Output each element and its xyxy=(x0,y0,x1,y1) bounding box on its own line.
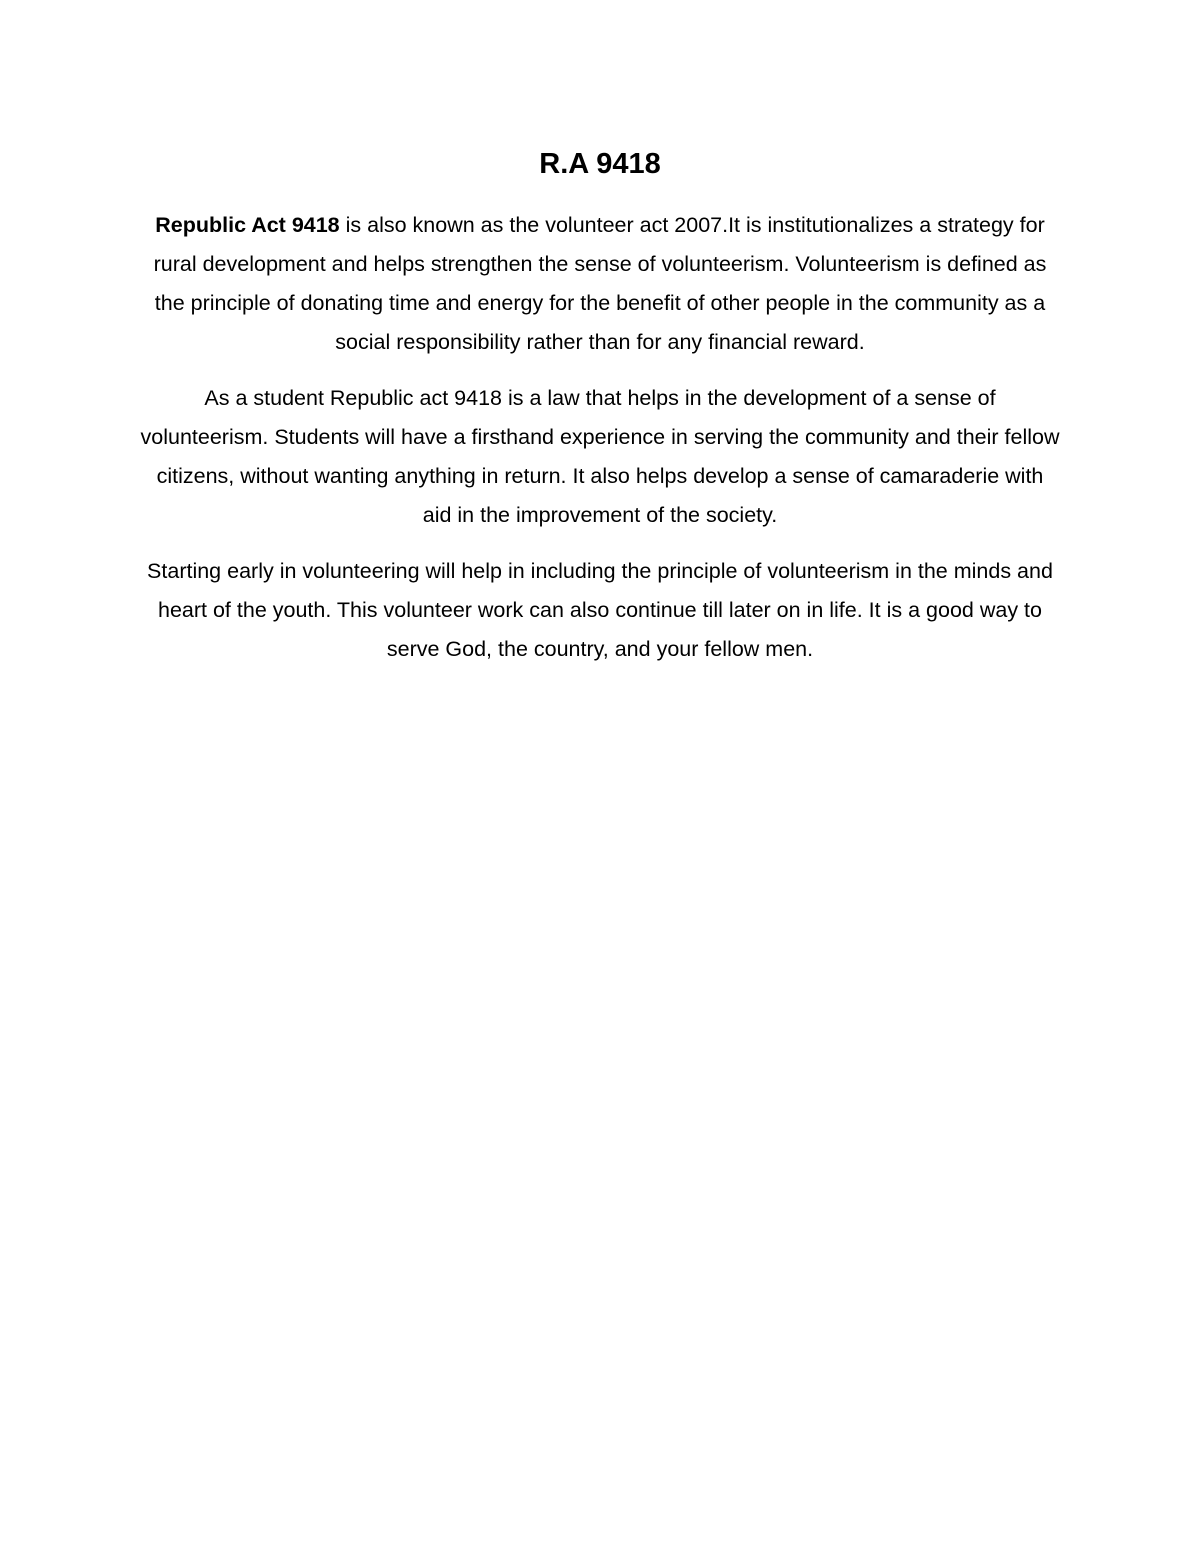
document-title: R.A 9418 xyxy=(539,148,661,180)
paragraph-1-text: is also known as the volunteer act 2007.It is institutionalizes a strategy for rural development and helps strengthen the sense of volunteerism. Volunteerism is defined as the principle of donating time and energy for the benefit of other people in the community as a social responsibility rather than for any financial reward. xyxy=(153,213,1047,354)
document-body xyxy=(140,142,1060,686)
paragraph-3: Starting early in volunteering will help in including the principle of volunteerism in the minds and heart of the youth. This volunteer work can also continue till later on in life. It is a good way to serve God, the country, and your fellow men. xyxy=(147,559,1053,661)
paragraph-1-bold-lead: Republic Act 9418 xyxy=(155,213,340,237)
paragraph-2: As a student Republic act 9418 is a law that helps in the development of a sense of volunteerism. Students will have a firsthand experience in serving the community and their fellow citizens, without wanting anything in return. It also helps develop a sense of camaraderie with aid in the improvement of the society. xyxy=(140,386,1060,527)
paragraph-1 xyxy=(140,206,1060,362)
